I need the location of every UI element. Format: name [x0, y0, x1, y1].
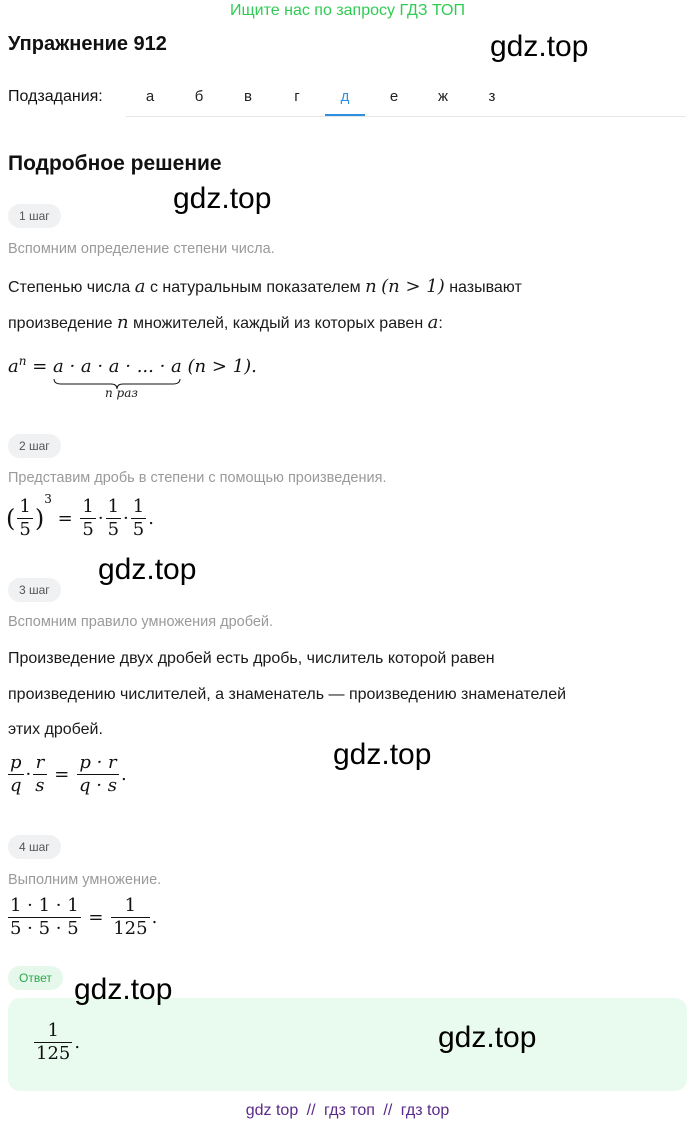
text-fragment: называют: [449, 279, 522, 296]
watermark: gdz.top: [98, 553, 197, 586]
answer-denominator: 125: [36, 1043, 71, 1064]
step-text-line: Произведение двух дробей есть дробь, числитель которой равен: [8, 650, 495, 667]
answer-box: [8, 998, 687, 1091]
promo-link[interactable]: Ищите нас по запросу ГДЗ ТОП: [230, 2, 465, 19]
watermark: gdz.top: [438, 1021, 537, 1054]
step-text-line: [8, 276, 522, 297]
text-fragment: произведение: [8, 315, 113, 332]
footer-link[interactable]: гдз top: [400, 1102, 450, 1119]
step-badge: 4 шаг: [8, 835, 61, 859]
multiplication-result-formula: $\frac{1 \cdot 1 \cdot 1}{5 \cdot 5 \cdot 5}$ = $\frac{1}{125}$ .: [10, 895, 158, 939]
step-text-line: произведение n множителей, каждый из которых равен a:: [8, 312, 443, 333]
step-badge: 3 шаг: [8, 578, 61, 602]
step-hint: Вспомним определение степени числа.: [8, 241, 275, 257]
subtask-tab-v[interactable]: в: [244, 88, 252, 105]
footer-separator: //: [383, 1102, 393, 1119]
text-fragment: множителей, каждый из которых равен: [133, 315, 424, 332]
power-definition-formula: $a^n = a \cdot a \cdot a$ · ... · a (n > 1).: [8, 354, 257, 377]
step-hint: Представим дробь в степени с помощью произведения.: [8, 470, 387, 486]
math-variable: n: [116, 312, 129, 333]
footer-separator: //: [306, 1102, 316, 1119]
subtask-tab-zh[interactable]: ж: [437, 88, 449, 105]
math-variable: a: [134, 276, 146, 297]
text-fragment: с натуральным показателем: [149, 279, 361, 296]
answer-formula: $\frac{1}{125}$ .: [36, 1020, 81, 1064]
subtask-tab-d[interactable]: д: [325, 78, 365, 116]
page-title: Упражнение 912: [8, 33, 167, 55]
step-hint: Вспомним правило умножения дробей.: [8, 614, 274, 630]
fraction-multiplication-rule: $\frac{p}{q}$ · $\frac{r}{s}$ = $\frac{p \cdot r}{q \cdot s}$ .: [10, 752, 127, 796]
subtask-tab-z[interactable]: з: [488, 88, 496, 105]
math-condition: (n > 1): [381, 276, 445, 297]
step-hint: Выполним умножение.: [8, 872, 162, 888]
text-fragment: Степенью числа: [8, 279, 131, 296]
step-badge: 2 шаг: [8, 434, 61, 458]
answer-numerator: 1: [34, 1020, 72, 1043]
step-text-line: произведению числителей, а знаменатель — произведению знаменателей: [8, 686, 567, 703]
math-variable: n: [365, 276, 377, 297]
watermark: gdz.top: [74, 973, 173, 1006]
subtasks-tabs: [126, 78, 686, 117]
footer-links: [0, 1102, 695, 1120]
subtasks-label: Подзадания:: [8, 88, 103, 105]
answer-badge: Ответ: [8, 966, 63, 990]
section-title: Подробное решение: [8, 152, 222, 175]
subtask-tab-a[interactable]: а: [145, 88, 155, 105]
step-badge: 1 шаг: [8, 204, 61, 228]
watermark: gdz.top: [490, 30, 589, 63]
footer-link[interactable]: gdz top: [245, 1102, 299, 1119]
subtask-tab-b[interactable]: б: [194, 88, 204, 105]
math-variable: a: [427, 312, 439, 333]
subtask-tab-e[interactable]: е: [389, 88, 399, 105]
footer-link[interactable]: гдз топ: [324, 1102, 375, 1119]
subtask-tab-g[interactable]: г: [294, 88, 300, 105]
fraction-power-formula: ( $\frac{1}{5}$ )$^3$ = $\frac{1}{5}$ · $\frac{1}{5}$ · $\frac{1}{5}$ .: [6, 491, 154, 540]
watermark: gdz.top: [333, 738, 432, 771]
step-text-line: этих дробей.: [8, 721, 103, 738]
watermark: gdz.top: [173, 182, 272, 215]
brace-label: n раз: [105, 386, 138, 400]
